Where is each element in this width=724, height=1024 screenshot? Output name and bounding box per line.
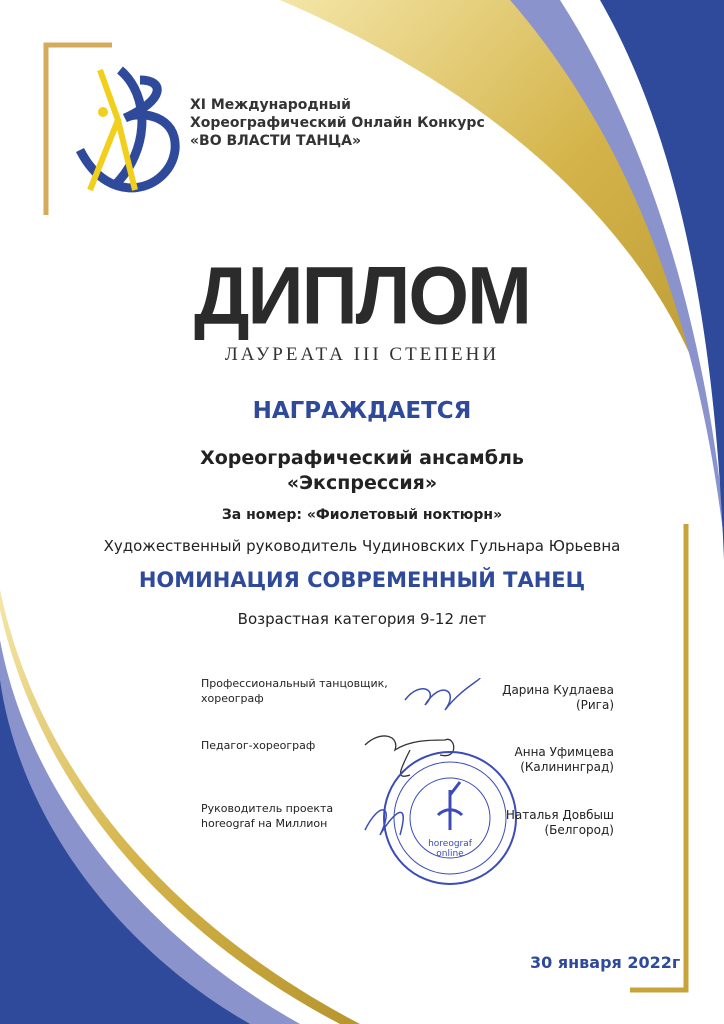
contest-header (190, 96, 485, 150)
nomination: НОМИНАЦИЯ СОВРЕМЕННЫЙ ТАНЕЦ (138, 568, 586, 592)
piece-title: За номер: «Фиолетовый ноктюрн» (221, 507, 503, 523)
recipient-line-2: «Экспрессия» (286, 472, 438, 494)
header-line-1: XI Международный (190, 97, 351, 113)
age-category: Возрастная категория 9-12 лет (237, 610, 487, 628)
header-line-3: «ВО ВЛАСТИ ТАНЦА» (190, 133, 362, 149)
diploma-title: ДИПЛОМ (193, 248, 531, 342)
signature-1 (405, 678, 480, 710)
contest-logo (80, 70, 175, 190)
jury-name-2: Анна Уфимцева (Калининград) (514, 745, 614, 774)
svg-text:horeograf: horeograf (428, 839, 472, 849)
signature-2 (365, 736, 454, 776)
svg-text:online: online (436, 849, 464, 859)
artistic-director: Художественный руководитель Чудиновских Гульнара Юрьевна (103, 537, 621, 555)
header-line-2: Хореографический Онлайн Конкурс (190, 115, 485, 131)
award-label: НАГРАЖДАЕТСЯ (252, 398, 472, 424)
jury-role-3: Руководитель проекта horeograf на Миллион (201, 802, 334, 830)
recipient-line-1: Хореографический ансамбль (200, 447, 524, 469)
jury-role-2: Педагог-хореограф (201, 739, 316, 752)
jury-name-3: Наталья Довбыш (Белгород) (505, 808, 614, 837)
date: 30 января 2022г (530, 953, 681, 972)
jury-name-1: Дарина Кудлаева (Рига) (502, 683, 614, 712)
diploma-subtitle: ЛАУРЕАТА III СТЕПЕНИ (224, 344, 500, 365)
jury-role-1: Профессиональный танцовщик, хореограф (201, 677, 388, 705)
bracket-bottom-right (630, 524, 686, 990)
